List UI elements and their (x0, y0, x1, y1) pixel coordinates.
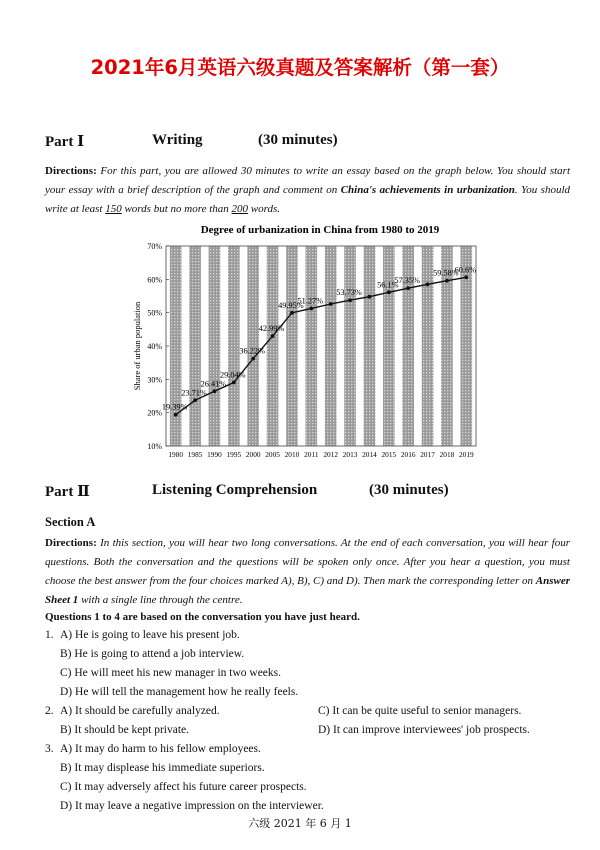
data-label: 53.73% (336, 288, 362, 298)
directions-text: words but no more than (121, 203, 232, 215)
data-label: 51.27% (297, 296, 324, 306)
x-tick-label: 1990 (207, 450, 222, 459)
data-point (290, 311, 294, 315)
data-point (406, 286, 410, 290)
x-tick-label: 1985 (187, 450, 203, 459)
directions-label: Directions: (45, 537, 97, 549)
data-point (426, 282, 430, 286)
data-point (251, 357, 255, 361)
band-1990 (209, 246, 221, 446)
part2-label: Part Ⅱ (45, 484, 90, 500)
y-axis-label: Share of urban population (132, 301, 142, 391)
data-point (329, 302, 333, 306)
q3-option-c: C) It may adversely affect his future career prospects. (60, 781, 307, 793)
part1-label: Part Ⅰ (45, 134, 85, 150)
y-tick-label: 40% (147, 342, 162, 351)
max-words: 200 (231, 203, 249, 215)
data-point (271, 334, 275, 338)
data-point (174, 413, 178, 417)
directions-text: words. (248, 203, 281, 215)
q1-option-b: B) He is going to attend a job interview. (60, 648, 245, 660)
band-2015 (383, 246, 395, 446)
q3-option-b: B) It may displease his immediate superiors. (60, 762, 265, 774)
q2-option-d: D) It can improve interviewees' job prospects. (318, 724, 530, 736)
data-label: 19.39% (161, 402, 188, 412)
band-1985 (189, 246, 201, 446)
min-words: 150 (105, 203, 122, 215)
page-title: 2021年6月英语六级真题及答案解析（第一套） (90, 56, 510, 79)
band-2011 (306, 246, 318, 446)
y-tick-label: 30% (147, 375, 162, 385)
y-tick-label: 50% (147, 308, 162, 318)
q1-option-a: A) He is going to leave his present job. (60, 629, 240, 641)
question-number: 3. (45, 743, 54, 755)
question-number: 1. (45, 629, 54, 641)
band-2013 (344, 246, 356, 446)
q2-option-c: C) It can be quite useful to senior managers. (318, 705, 522, 717)
data-point (445, 279, 449, 283)
q3-option-a: A) It may do harm to his fellow employees. (60, 743, 261, 755)
page-footer: 六级 2021 年 6 月 1 (248, 817, 352, 830)
section-a-heading: Section A (45, 515, 96, 529)
q1-option-d: D) He will tell the management how he really feels. (60, 686, 299, 698)
listening-directions (45, 534, 570, 610)
data-label: 29.04% (220, 370, 246, 380)
x-tick-label: 2011 (304, 450, 319, 459)
band-2010 (286, 246, 298, 446)
part2-time: (30 minutes) (369, 482, 449, 498)
x-tick-label: 2014 (362, 450, 377, 459)
data-point (213, 389, 217, 393)
y-tick-label: 10% (147, 442, 162, 451)
x-tick-label: 2017 (420, 450, 435, 459)
directions-text: . You should write at least (45, 184, 570, 215)
data-label: 49.95% (278, 300, 304, 310)
x-tick-label: 2012 (323, 450, 338, 459)
data-label: 36.22% (239, 346, 265, 356)
question-number: 2. (45, 705, 54, 717)
data-label: 60.6% (454, 265, 477, 275)
q2-option-b: B) It should be kept private. (60, 724, 190, 736)
x-tick-label: 2015 (381, 450, 397, 459)
x-tick-label: 2013 (342, 450, 358, 459)
y-tick-label: 60% (147, 275, 162, 285)
data-point (368, 295, 372, 299)
data-point (464, 275, 468, 279)
band-2014 (364, 246, 376, 446)
band-2005 (267, 246, 279, 446)
data-point (193, 398, 197, 402)
band-2012 (325, 246, 337, 446)
q2-option-a: A) It should be carefully analyzed. (60, 705, 220, 717)
directions-text: For this part, you are allowed 30 minutes to write an essay based on the graph below. You should start your essay with a brief description of the graph and comment on (45, 165, 570, 196)
x-tick-label: 2000 (245, 450, 261, 459)
x-tick-label: 1995 (226, 450, 242, 459)
y-tick-label: 20% (147, 408, 162, 418)
part2-name: Listening Comprehension (152, 482, 318, 498)
answer-sheet-ref: Answer Sheet 1 (45, 575, 570, 606)
data-label: 42.99% (258, 324, 285, 334)
data-point (309, 307, 313, 311)
y-tick-label: 70% (147, 242, 162, 251)
data-label: 56.1% (377, 280, 399, 290)
data-label: 26.41% (200, 379, 227, 389)
x-tick-label: 2010 (284, 450, 300, 459)
directions-label: Directions: (45, 165, 97, 177)
data-point (387, 290, 391, 294)
data-label: 23.71% (181, 388, 207, 398)
directions-topic: China's achievements in urbanization (340, 184, 515, 196)
part1-name: Writing (152, 132, 203, 148)
x-tick-label: 2005 (265, 450, 280, 459)
data-label: 59.58% (433, 268, 459, 278)
x-tick-label: 2019 (459, 450, 474, 459)
data-label: 57.35% (394, 276, 420, 286)
part1-time: (30 minutes) (258, 132, 338, 148)
band-2017 (422, 246, 434, 446)
band-1995 (228, 246, 240, 446)
x-tick-label: 2016 (400, 450, 416, 459)
questions-header: Questions 1 to 4 are based on the conversation you have just heard. (45, 611, 360, 623)
data-point (232, 381, 236, 385)
q1-option-c: C) He will meet his new manager in two weeks. (60, 667, 281, 679)
q3-option-d: D) It may leave a negative impression on the interviewer. (60, 800, 324, 812)
directions-text: with a single line through the centre. (78, 594, 243, 606)
data-point (348, 298, 352, 302)
x-tick-label: 2018 (439, 450, 455, 459)
x-tick-label: 1980 (168, 450, 183, 459)
directions-text: In this section, you will hear two long conversations. At the end of each conversation, you will hear four questions. Both the conversation and the questions will be spoken only once. After you hear a question, you must choose the best answer from the four choices marked A), B), C) and D). Then mark the corresponding letter on (45, 537, 570, 587)
chart-title: Degree of urbanization in China from 1980 to 2019 (200, 224, 440, 236)
